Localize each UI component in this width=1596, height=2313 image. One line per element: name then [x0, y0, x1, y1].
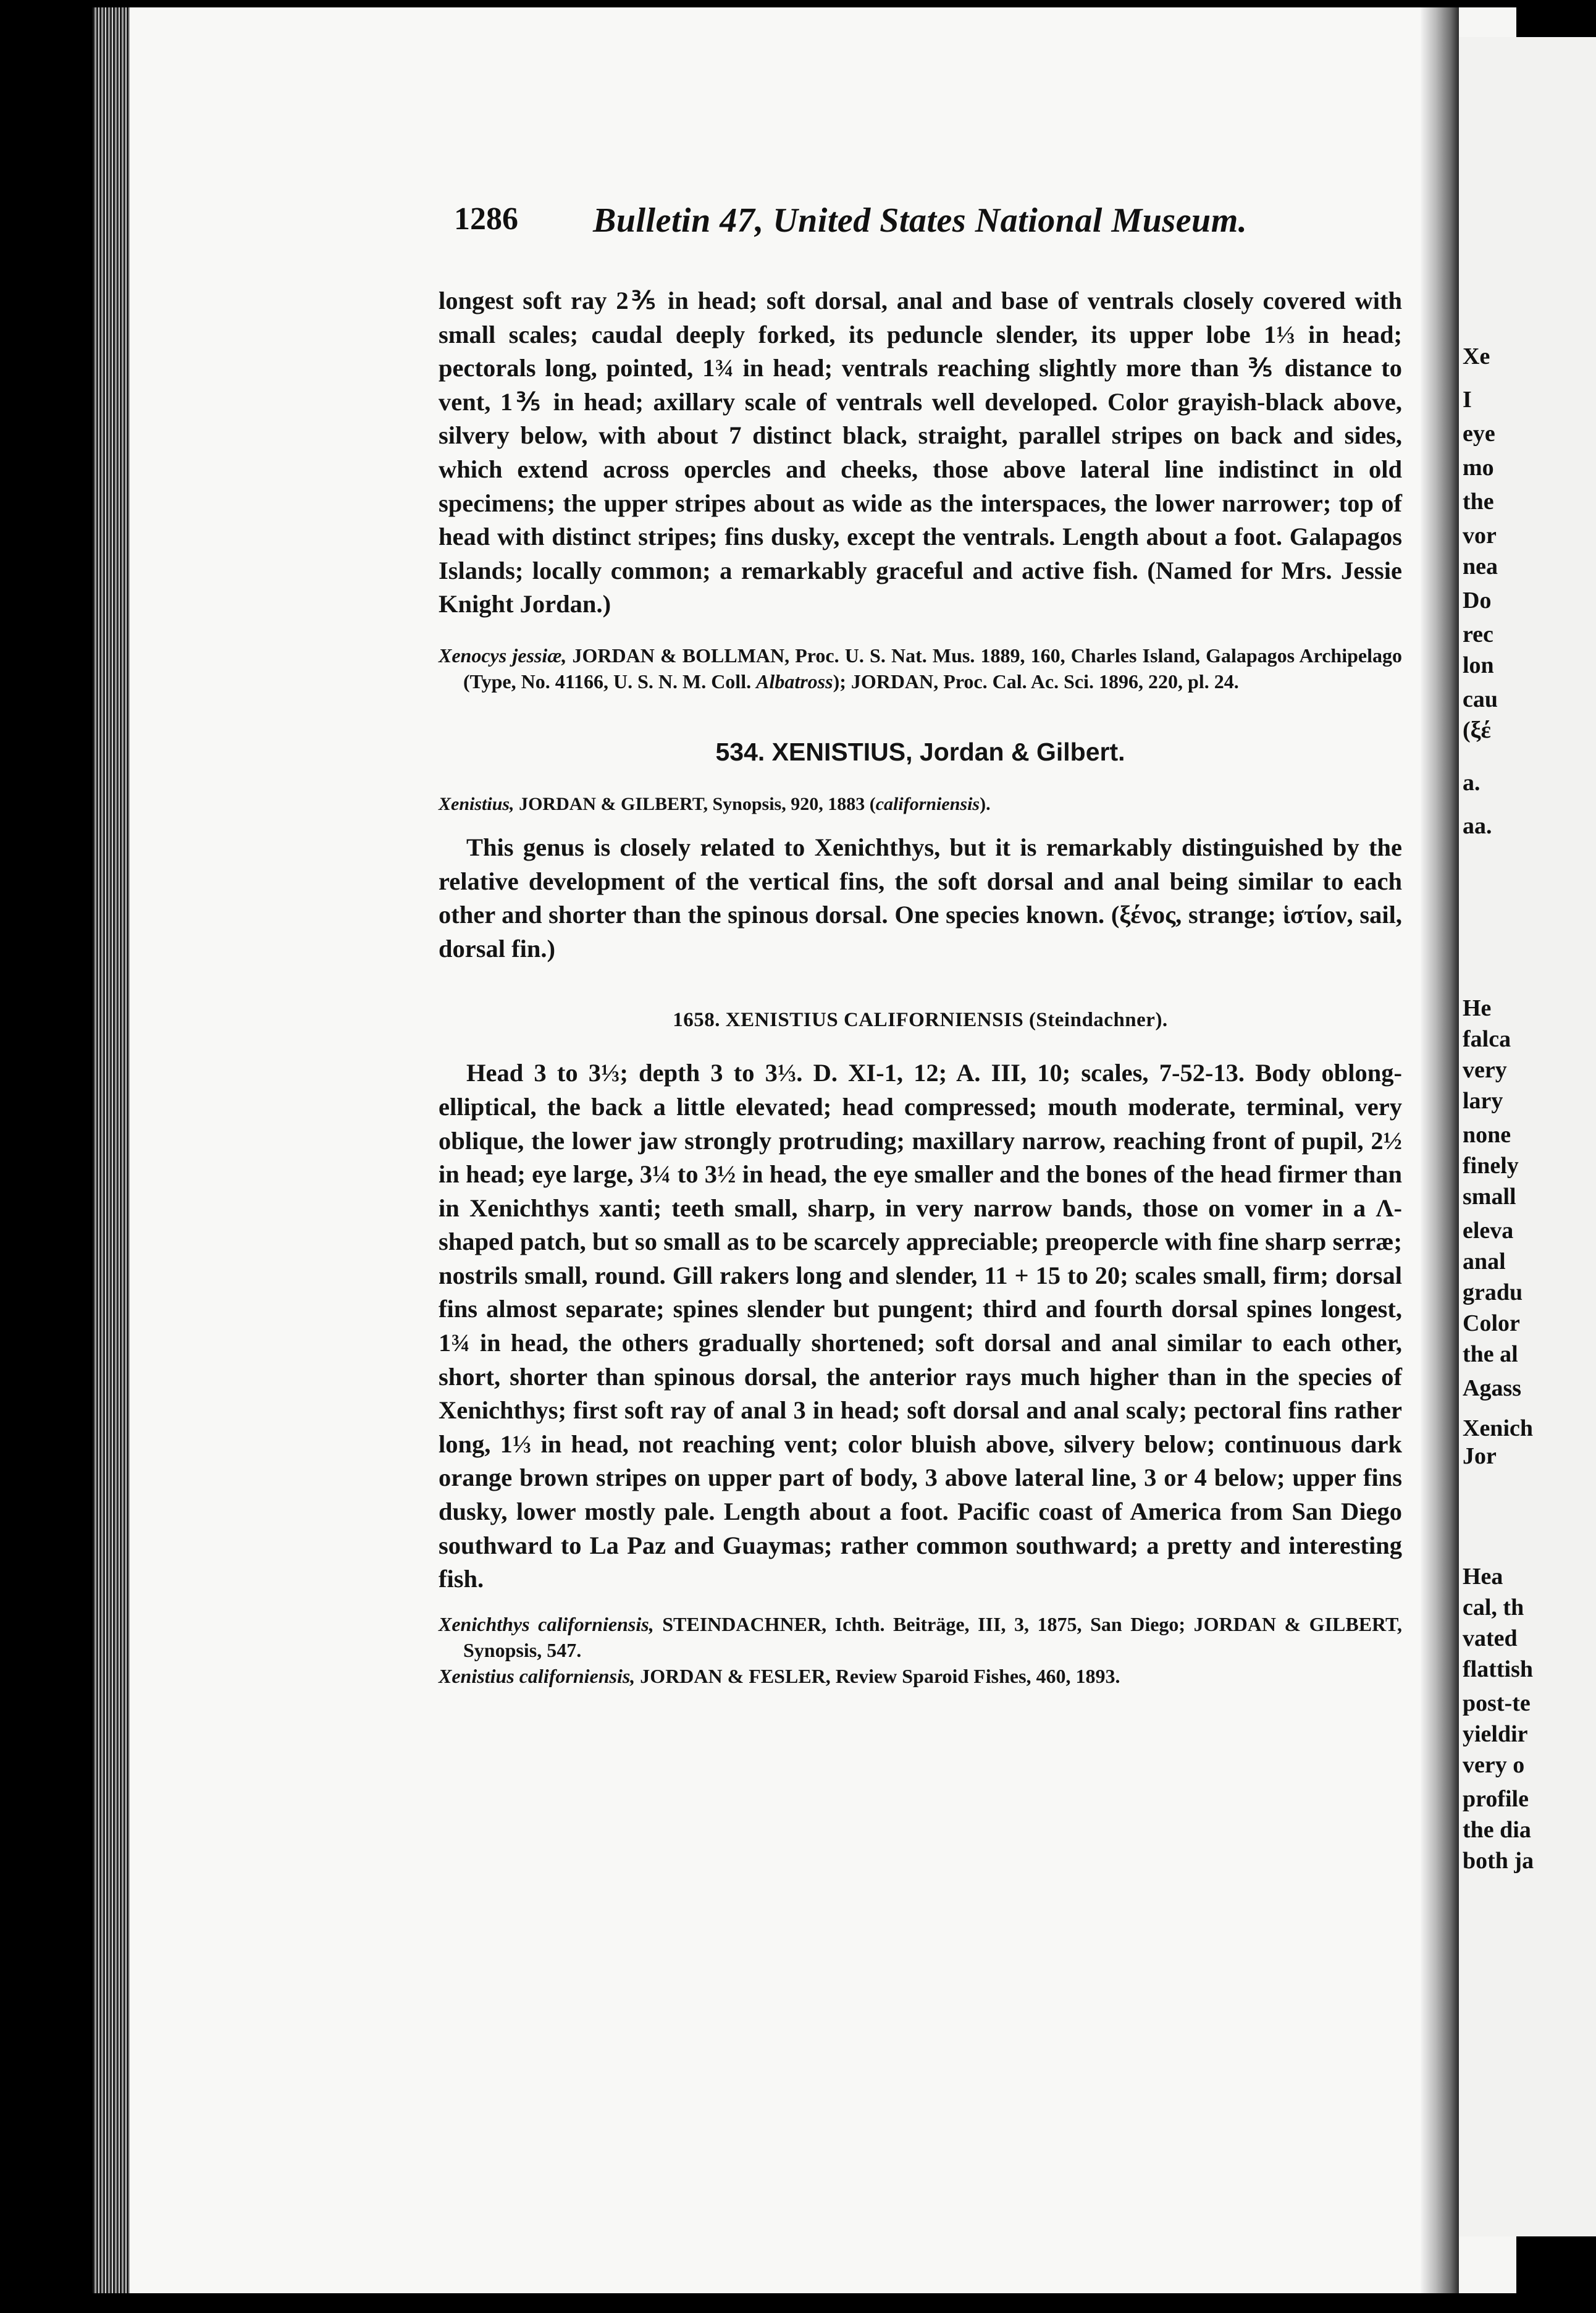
adjacent-page-word: Xe: [1463, 343, 1490, 369]
adjacent-page-word: the al: [1463, 1341, 1518, 1367]
genus-reference: [439, 791, 1402, 817]
adjacent-page-word: vated: [1463, 1625, 1518, 1651]
page-number: 1286: [454, 201, 518, 237]
adjacent-page-word: a.: [1463, 770, 1480, 796]
adjacent-page-word: nea: [1463, 554, 1498, 579]
genus-ref-name: Xenistius,: [439, 793, 514, 814]
adjacent-page-word: Hea: [1463, 1564, 1503, 1590]
adjacent-page-word: vor: [1463, 523, 1497, 549]
synonym-name: Xenocys jessiæ,: [439, 644, 567, 667]
adjacent-page-word: lary: [1463, 1088, 1503, 1114]
synonym-citation-end: ); JORDAN, Proc. Cal. Ac. Sci. 1896, 220, pl. 24.: [833, 670, 1239, 693]
adjacent-page-word: Xenich: [1463, 1415, 1533, 1441]
synonymy-xenichthys: [439, 1611, 1402, 1663]
genus-heading: 534. XENISTIUS, Jordan & Gilbert.: [715, 737, 1125, 766]
synonym-name: Xenichthys californiensis,: [439, 1612, 654, 1635]
synonym-vessel: Albatross: [756, 670, 833, 693]
adjacent-page-word: Agass: [1463, 1375, 1522, 1401]
synonym-name: Xenistius californiensis,: [439, 1664, 636, 1687]
adjacent-page-word: none: [1463, 1122, 1511, 1148]
adjacent-page-word: anal: [1463, 1249, 1506, 1274]
genus-description: This genus is closely related to Xenichthys, but it is remarkably distinguished by the relative development of the vertical fins, the soft dorsal and anal being similar to each other and shorter than the spinous dorsal. One species known. (ξένος, strange; ἱστίον, sail, dorsal fin.): [439, 833, 1402, 963]
adjacent-page-word: the: [1463, 489, 1494, 515]
adjacent-page-word: both ja: [1463, 1848, 1534, 1874]
adjacent-page-word: He: [1463, 995, 1492, 1021]
adjacent-page-word: cau: [1463, 686, 1498, 712]
adjacent-page-word: lon: [1463, 652, 1494, 678]
synonym-citation: STEINDACHNER, Ichth. Beiträge, III, 3, 1875, San Diego; JORDAN & GILBERT, Synopsis, 547.: [463, 1612, 1403, 1661]
adjacent-page-word: aa.: [1463, 813, 1492, 839]
adjacent-page-word: mo: [1463, 455, 1494, 481]
page-header: [454, 188, 1288, 244]
genus-ref-type: californiensis: [875, 793, 980, 814]
adjacent-page-word: flattish: [1463, 1656, 1533, 1682]
adjacent-page-word: finely: [1463, 1153, 1519, 1179]
synonymy-xenistius: [439, 1663, 1402, 1689]
genus-ref-end: ).: [980, 793, 991, 814]
adjacent-page-word: Do: [1463, 588, 1492, 613]
adjacent-page-word: rec: [1463, 621, 1493, 647]
page-stack-edges: [93, 7, 130, 2293]
synonymy-xenocys: [439, 642, 1402, 694]
running-title: Bulletin 47, United States National Museum.: [593, 201, 1248, 240]
adjacent-page-word: Jor: [1463, 1443, 1497, 1469]
adjacent-page-word: very o: [1463, 1752, 1525, 1778]
continuation-paragraph: longest soft ray 2⅗ in head; soft dorsal, anal and base of ventrals closely covered with small scales; caudal deeply forked, its peduncle slender, its upper lobe 1⅓ in head; pectorals long, pointed, 1¾ in head; ventrals reaching slightly more than ⅗ distance to vent, 1⅗ in head; axillary scale of ventrals well developed. Color grayish-black above, silvery below, with about 7 distinct black, straight, parallel stripes on back and sides, which extend across opercles and cheeks, those above lateral line indistinct in old specimens; the upper stripes about as wide as the interspaces, the lower narrower; top of head with distinct stripes; fins dusky, except the ventrals. Length about a foot. Galapagos Islands; locally common; a remarkably graceful and active fish. (Named for Mrs. Jessie Knight Jordan.): [439, 287, 1402, 618]
adjacent-page-word: small: [1463, 1184, 1516, 1210]
adjacent-page-word: post-te: [1463, 1690, 1531, 1716]
adjacent-page-word: (ξέ: [1463, 717, 1491, 743]
synonym-citation: JORDAN & FESLER, Review Sparoid Fishes, 460, 1893.: [635, 1664, 1120, 1687]
adjacent-page-word: falca: [1463, 1026, 1511, 1052]
adjacent-page-word: eye: [1463, 421, 1495, 447]
adjacent-page-word: I: [1463, 387, 1472, 413]
adjacent-page-word: cal, th: [1463, 1595, 1524, 1620]
adjacent-page-word: gradu: [1463, 1279, 1523, 1305]
adjacent-page-fragment: [1459, 37, 1596, 2236]
adjacent-page-word: very: [1463, 1057, 1507, 1083]
species-heading: 1658. XENISTIUS CALIFORNIENSIS (Steindachner).: [673, 1009, 1168, 1032]
adjacent-page-word: Color: [1463, 1310, 1520, 1336]
species-description: Head 3 to 3⅓; depth 3 to 3⅓. D. XI-1, 12; A. III, 10; scales, 7-52-13. Body oblong-elliptical, the back a little elevated; head compressed; mouth moderate, terminal, very oblique, the lower jaw strongly protruding; maxillary narrow, reaching front of pupil, 2½ in head; eye large, 3¼ to 3½ in head, the eye smaller and the bones of the head firmer than in Xenichthys xanti; teeth small, sharp, in very narrow bands, those on vomer in a Λ-shaped patch, but so small as to be scarcely appreciable; preopercle with fine sharp serræ; nostrils small, round. Gill rakers long and slender, 11 + 15 to 20; scales small, firm; dorsal fins almost separate; spines slender but pungent; third and fourth dorsal spines longest, 1¾ in head, the others gradually shortened; soft dorsal and anal similar to each other, short, shorter than spinous dorsal, the anterior rays much higher than in the species of Xenichthys; first soft ray of anal 3 in head; soft dorsal and anal scaly; pectoral fins rather long, 1⅓ in head, not reaching vent; color bluish above, silvery below; continuous dark orange brown stripes on upper part of body, 3 above lateral line, 3 or 4 below; upper fins dusky, lower mostly pale. Length about a foot. Pacific coast of America from San Diego southward to La Paz and Guaymas; rather common southward; a pretty and interesting fish.: [439, 1059, 1402, 1593]
genus-ref-citation: JORDAN & GILBERT, Synopsis, 920, 1883 (: [514, 793, 876, 814]
adjacent-page-word: profile: [1463, 1786, 1529, 1812]
book-gutter: [1421, 7, 1459, 2293]
synonym-citation: JORDAN & BOLLMAN, Proc. U. S. Nat. Mus. 1889, 160, Charles Island, Galapagos Archipelago (Type, No. 41166, U. S. N. M. Coll.: [463, 644, 1403, 693]
page-content: [439, 284, 1402, 1689]
adjacent-page-word: the dia: [1463, 1817, 1531, 1843]
adjacent-page-word: yieldir: [1463, 1721, 1528, 1747]
adjacent-page-word: eleva: [1463, 1218, 1514, 1244]
